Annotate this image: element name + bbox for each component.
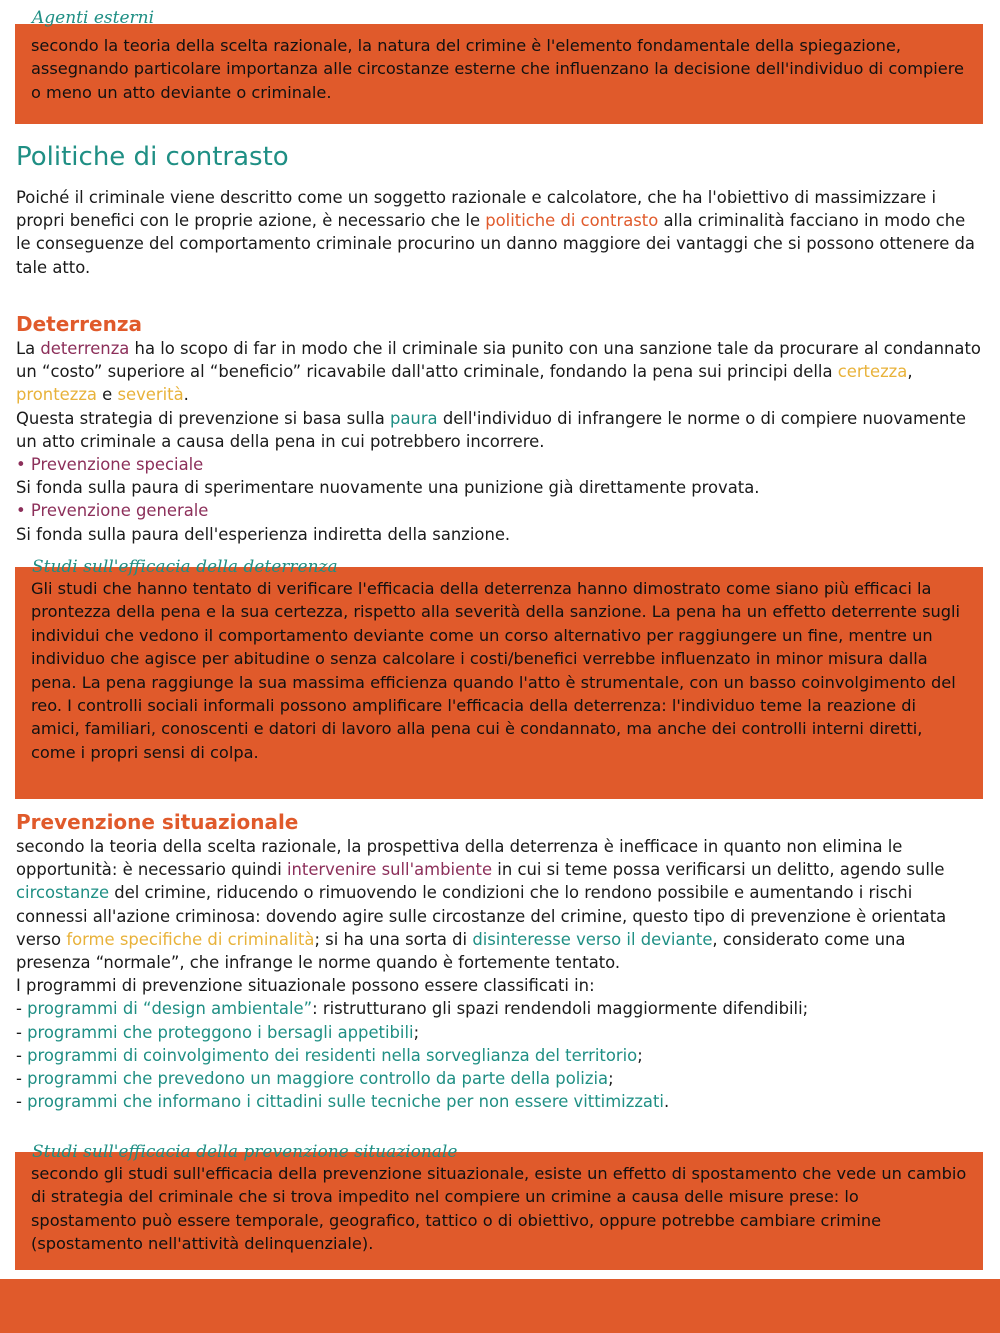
politiche-text-2: alla criminalità facciano in modo che le conseguenze del comportamento criminale procurino un danno maggiore dei vantaggi che si possono ottenere da tale atto. bbox=[16, 211, 975, 277]
politiche-section bbox=[16, 140, 984, 279]
list-item: - programmi di coinvolgimento dei residenti nella sorveglianza del territorio; bbox=[16, 1045, 643, 1065]
situazionale-section bbox=[16, 809, 984, 1113]
period: . bbox=[183, 385, 189, 405]
bullet-prevenzione-generale: • Prevenzione generale bbox=[16, 501, 209, 521]
situazionale-text: secondo la teoria della scelta razionale, la prospettiva della deterrenza è inefficace in quanto non elimina le opportunità: è necessario quindi bbox=[16, 837, 903, 880]
list-item-text: : ristrutturano gli spazi rendendoli maggiormente difendibili; bbox=[312, 999, 809, 1019]
studi-situazionale-text: secondo gli studi sull'efficacia della prevenzione situazionale, esiste un effetto di spostamento che vede un cambio di strategia del criminale che si trova impedito nel compiere un crimine a causa delle misure prese: lo spostamento può essere temporale, geografico, tattico o di obiettivo, oppure potrebbe cambiare crimine (spostamento nell'attività delinquenziale). bbox=[31, 1164, 967, 1254]
certezza-highlight: certezza bbox=[837, 362, 908, 382]
footer-bar bbox=[0, 1279, 1000, 1333]
bullet-prevenzione-speciale: • Prevenzione speciale bbox=[16, 455, 204, 475]
list-item-text: ; bbox=[637, 1045, 643, 1065]
agenti-text: secondo la teoria della scelta razionale, la natura del crimine è l'elemento fondamentale della spiegazione, assegnando particolare importanza alle circostanze esterne che influenzano la decisione dell'individuo di compiere o meno un atto deviante o criminale. bbox=[31, 36, 964, 102]
situazionale-text: , considerato come una presenza “normale”, che infrange le norme quando è fortemente tentato. bbox=[16, 929, 906, 973]
bullet-desc: Si fonda sulla paura di sperimentare nuovamente una punizione già direttamente provata. bbox=[16, 478, 760, 498]
list-item-highlight: programmi di “design ambientale” bbox=[27, 999, 313, 1019]
list-item-text: ; bbox=[413, 1022, 420, 1042]
deterrenza-title: Deterrenza bbox=[16, 312, 142, 336]
agenti-box bbox=[15, 24, 983, 124]
ambiente-highlight: intervenire sull'ambiente bbox=[286, 860, 493, 880]
situazionale-paragraph bbox=[16, 835, 984, 974]
situazionale-text: in cui si teme possa verificarsi un delitto, agendo sulle bbox=[492, 860, 945, 880]
separator: , bbox=[907, 362, 913, 382]
situazionale-title: Prevenzione situazionale bbox=[16, 810, 299, 834]
deterrenza-text: dell'individuo di infrangere le norme o di compiere nuovamente un atto criminale a causa della pena in cui potrebbero incorrere. bbox=[16, 408, 966, 451]
list-item-highlight: programmi che informano i cittadini sulle tecniche per non essere vittimizzati bbox=[27, 1092, 664, 1112]
situazionale-text: del crimine, riducendo o rimuovendo le condizioni che lo rendono possibile e aumentando i rischi connessi all'azione criminosa: dovendo agire sulle circostanze del crimine, questo tipo di prevenzione è orientata verso bbox=[16, 883, 947, 949]
list-item: - programmi che informano i cittadini sulle tecniche per non essere vittimizzati. bbox=[16, 1092, 670, 1112]
deterrenza-highlight: deterrenza bbox=[40, 339, 130, 358]
studi-deterrenza-box bbox=[15, 567, 983, 799]
deterrenza-text: La bbox=[16, 339, 41, 358]
programmi-intro: I programmi di prevenzione situazionale possono essere classificati in: bbox=[16, 976, 595, 996]
deterrenza-section bbox=[16, 311, 984, 546]
politiche-title: Politiche di contrasto bbox=[16, 142, 289, 172]
agenti-heading: Agenti esterni bbox=[32, 8, 155, 28]
list-item-text: . bbox=[663, 1092, 670, 1112]
disinteresse-highlight: disinteresse verso il deviante bbox=[472, 929, 713, 949]
circostanze-highlight: circostanze bbox=[16, 883, 110, 903]
studi-deterrenza-text: Gli studi che hanno tentato di verificare l'efficacia della deterrenza hanno dimostrato come siano più efficaci la prontezza della pena e la sua certezza, rispetto alla severità della sanzione. La pena ha un effetto deterrente sugli individui che vedono il comportamento deviante come un corso alternativo per raggiungere un fine, mentre un individuo che agisce per abitudine o senza calcolare i costi/benefici verrebbe influenzato in minor misura dalla pena. La pena raggiunge la sua massima efficienza quando l'atto è strumentale, con un basso coinvolgimento del reo. I controlli sociali informali possono amplificare l'efficacia della deterrenza: l'individuo teme la reazione di amici, familiari, conoscenti e datori di lavoro alla pena cui è condannato, ma anche dei controlli interni diretti, come i propri sensi di colpa. bbox=[31, 579, 961, 762]
deterrenza-text: Questa strategia di prevenzione si basa sulla bbox=[16, 408, 390, 428]
bullet-desc: Si fonda sulla paura dell'esperienza indiretta della sanzione. bbox=[16, 524, 511, 544]
list-item: - programmi di “design ambientale”: ristrutturano gli spazi rendendoli maggiormente difendibili; bbox=[16, 999, 809, 1019]
severita-highlight: severità bbox=[117, 385, 184, 405]
studi-situazionale-heading: Studi sull'efficacia della prevenzione situazionale bbox=[32, 1142, 458, 1162]
forme-highlight: forme specifiche di criminalità bbox=[66, 929, 315, 949]
separator: e bbox=[96, 385, 118, 405]
paura-highlight: paura bbox=[389, 408, 438, 428]
prontezza-highlight: prontezza bbox=[16, 385, 97, 405]
list-item: - programmi che prevedono un maggiore controllo da parte della polizia; bbox=[16, 1069, 614, 1089]
politiche-paragraph bbox=[16, 186, 984, 279]
list-item-highlight: programmi che proteggono i bersagli appetibili bbox=[27, 1022, 414, 1042]
list-item: - programmi che proteggono i bersagli appetibili; bbox=[16, 1022, 420, 1042]
list-item-text: ; bbox=[608, 1069, 614, 1089]
deterrenza-text: ha lo scopo di far in modo che il criminale sia punito con una sanzione tale da procurare al condannato un “costo” superiore al “beneficio” ricavabile dall'atto criminale, fondando la pena sui principi della bbox=[16, 339, 981, 382]
politiche-highlight: politiche di contrasto bbox=[485, 211, 659, 231]
studi-deterrenza-heading: Studi sull'efficacia della deterrenza bbox=[32, 557, 338, 577]
list-item-highlight: programmi che prevedono un maggiore controllo da parte della polizia bbox=[27, 1069, 609, 1089]
politiche-text-1: Poiché il criminale viene descritto come un soggetto razionale e calcolatore, che ha l'obiettivo di massimizzare i propri benefici con le proprie azione, è necessario che le bbox=[16, 188, 937, 231]
deterrenza-paragraph bbox=[16, 337, 984, 453]
bullet-title: Prevenzione speciale bbox=[30, 455, 204, 475]
bullet-title: Prevenzione generale bbox=[30, 501, 209, 521]
studi-situazionale-box bbox=[15, 1152, 983, 1270]
list-item-highlight: programmi di coinvolgimento dei residenti nella sorveglianza del territorio bbox=[27, 1045, 638, 1065]
situazionale-text: ; si ha una sorta di bbox=[314, 929, 473, 949]
